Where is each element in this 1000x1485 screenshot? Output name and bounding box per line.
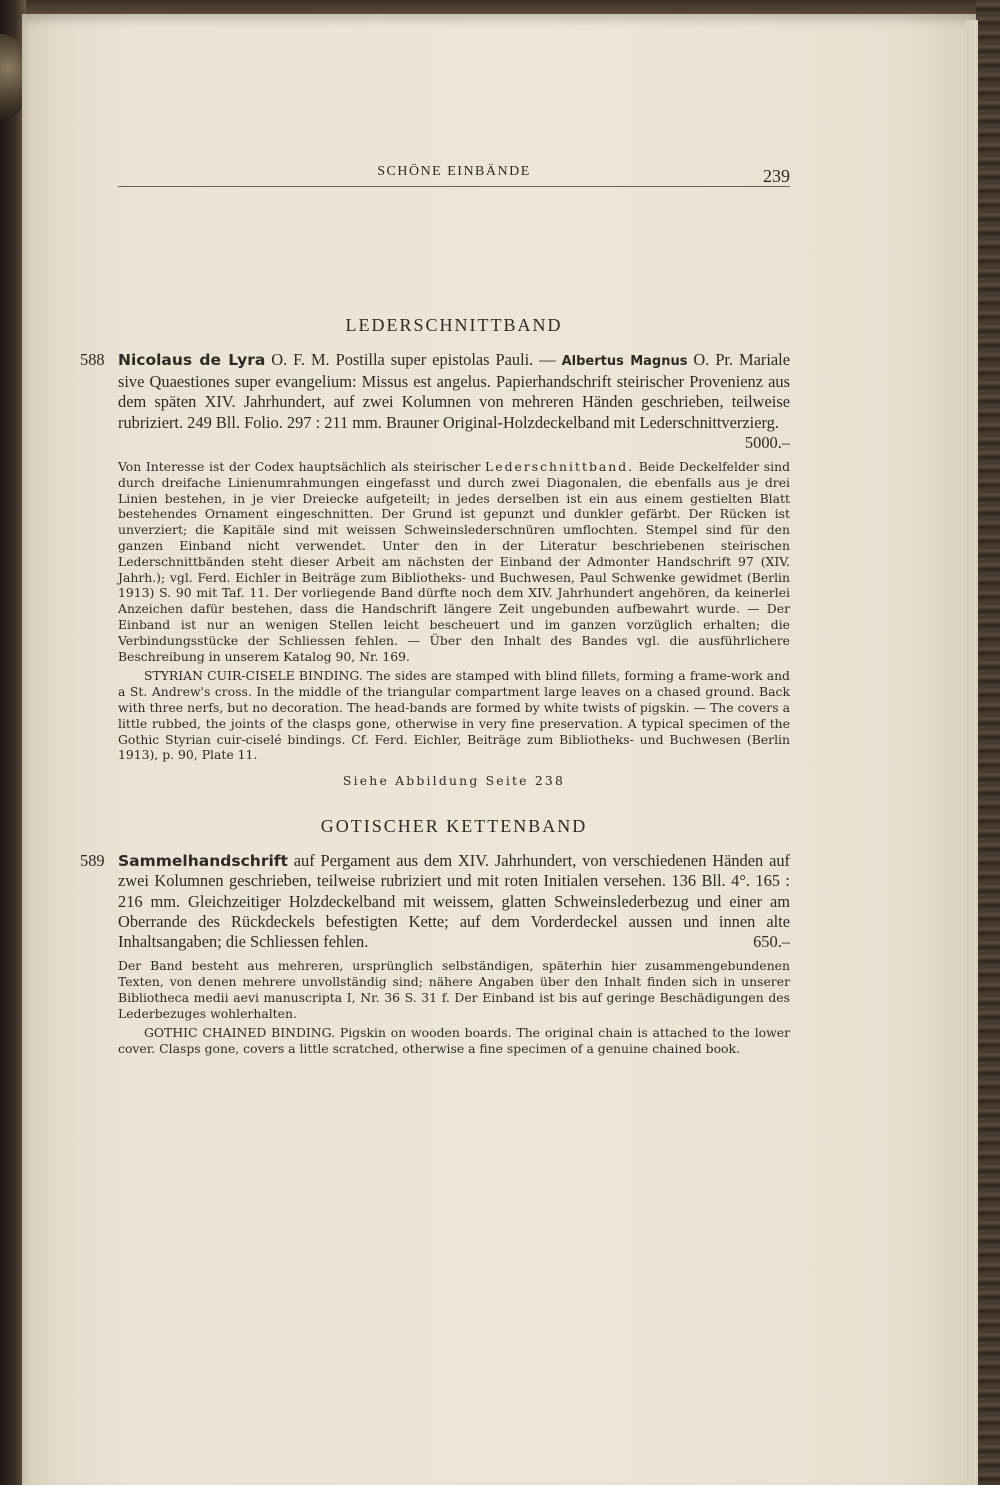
plate-reference: Siehe Abbildung Seite 238 (342, 773, 566, 789)
note-text-continued: Beide Deckelfelder sind durch dreifache Linienumrahmungen eingefasst und durch zwei Diagonalen, die ebenfalls aus je drei Linien bestehen, in je vier Dreiecke aufgeteilt; in jedes derselben ist ein aus einem gestielten Blatt bestehendes Ornament eingeschnitten. Der Grund ist gepunzt und dunkler gefärbt. Der Rücken ist unverziert; die Kapitäle sind mit weissen Schweinslederschnüren umflochten. Stempel sind für den ganzen Einband nicht verwendet. Unter den in der Literatur beschriebenen steirischen Lederschnittbänden steht dieser Arbeit am nächsten der Einband der Admonter Handschrift 97 (XIV. Jahrh.); vgl. Ferd. Eichler in Beiträge zum Bibliotheks- und Buchwesen, Paul Schwenke gewidmet (Berlin 1913) S. 90 mit Taf. 11. Der vorliegende Band dürfte noch dem XIV. Jahrhundert angehören, da keinerlei Anzeichen dafür bestehen, dass die Handschrift längere Zeit ungebunden aufbewahrt wurde. — Der Einband ist nur an wenigen Stellen leicht bescheuert und im ganzen vorzüglich erhalten; die Verbindungsstücke der Schliessen fehlen. — Über den Inhalt des Bandes vgl. die ausführlichere Beschreibung in unserem Katalog 90, Nr. 169. (118, 459, 790, 664)
catalog-entry-588 (80, 350, 790, 453)
entry-price: 5000.– (744, 432, 790, 452)
entry-note-german (118, 459, 790, 664)
entry-number: 589 (80, 851, 105, 871)
entry-second-author: Albertus Magnus (561, 354, 688, 369)
section-title-gotischer-kettenband: GOTISCHER KETTENBAND (320, 816, 588, 837)
page-number: 239 (763, 166, 790, 186)
entry-note-english: STYRIAN CUIR-CISELE BINDING. The sides are stamped with blind fillets, forming a frame-work and a St. Andrew's cross. In the middle of the triangular compartment large leaves on a chased ground. Back with three nerfs, but no decoration. The head-bands are formed by white twists of pigskin. — The covers a little rubbed, the joints of the clasps gone, otherwise in very fine preservation. A typical specimen of the Gothic Styrian cuir-ciselé bindings. Cf. Ferd. Eichler, Beiträge zum Bibliotheks- und Buchwesen (Berlin 1913), p. 90, Plate 11. (118, 668, 790, 763)
page-content (80, 150, 790, 1057)
entry-text: auf Pergament aus dem XIV. Jahrhundert, von verschiedenen Händen auf zwei Kolumnen geschrieben, teilweise rubriziert und mit roten Initialen versehen. 136 Bll. 4°. 165 : 216 mm. Gleichzeitiger Holzdeckelband mit weissem, glatten Schweinslederbezug und einer am Oberrande des Rückdeckels befestigten Kette; auf dem Vorderdeckel aussen und innen alte Inhaltsangaben; die Schliessen fehlen. (118, 851, 790, 951)
entry-note-english: GOTHIC CHAINED BINDING. Pigskin on wooden boards. The original chain is attached to the lower cover. Clasps gone, covers a little scratched, otherwise a fine specimen of a genuine chained book. (118, 1025, 790, 1057)
entry-note-german: Der Band besteht aus mehreren, ursprünglich selbständigen, späterhin hier zusammengebundenen Texten, von denen mehrere unvollständig sind; nähere Angaben über den Inhalt finden sich in unserer Bibliotheca medii aevi manuscripta I, Nr. 36 S. 31 f. Der Einband ist bis auf geringe Beschädigungen des Lederbezuges wohlerhalten. (118, 958, 790, 1021)
entry-text-continued: O. Pr. Mariale sive Quaestiones super evangelium: Missus est angelus. Papierhandschrift steirischer Provenienz aus dem späten XIV. Jahrhundert, auf zwei Kolumnen von mehreren Händen geschrieben, teilweise rubriziert. 249 Bll. Folio. 297 : 211 mm. Brauner Original-Holzdeckelband mit Lederschnittverzierg. (118, 350, 790, 432)
entry-text: O. F. M. Postilla super epistolas Pauli. — (265, 350, 562, 369)
section-title-lederschnittband: LEDERSCHNITTBAND (345, 315, 563, 335)
running-title: SCHÖNE EINBÄNDE (377, 164, 531, 179)
entry-price: 650.– (753, 931, 790, 951)
book-cover-edge (976, 0, 1000, 1485)
running-head (118, 150, 790, 187)
entry-number: 588 (80, 350, 105, 369)
entry-author: Nicolaus de Lyra (118, 351, 266, 369)
note-emphasis: Lederschnittband. (485, 459, 635, 475)
entry-author: Sammelhandschrift (118, 852, 288, 871)
catalog-entry-589 (80, 851, 790, 952)
page-stack-edges (966, 20, 978, 1485)
note-text: Von Interesse ist der Codex hauptsächlich als steirischer (118, 459, 486, 475)
